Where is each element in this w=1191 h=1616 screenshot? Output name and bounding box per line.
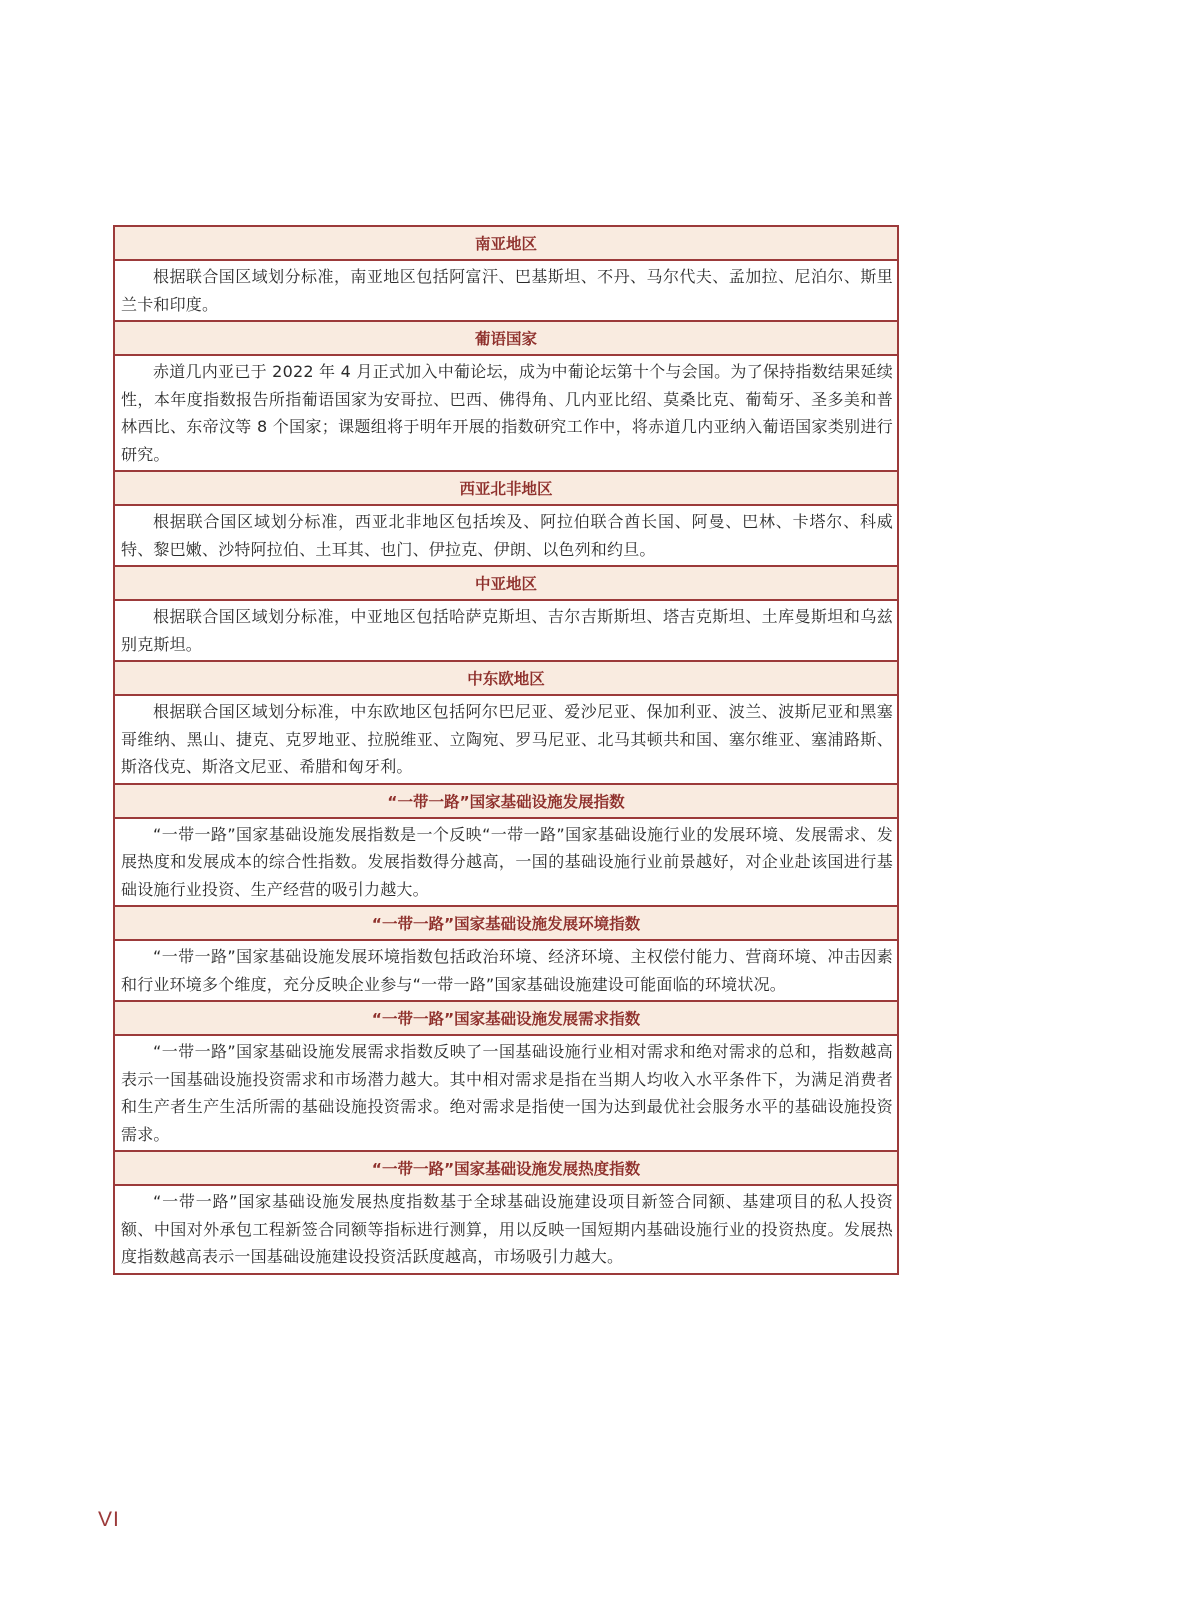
- section-demand-index: [115, 1000, 897, 1150]
- section-body: “一带一路”国家基础设施发展需求指数反映了一国基础设施行业相对需求和绝对需求的总和，指数越高表示一国基础设施投资需求和市场潜力越大。其中相对需求是指在当期人均收入水平条件下，为满足消费者和生产者生产生活所需的基础设施投资需求。绝对需求是指使一国为达到最优社会服务水平的基础设施投资需求。: [115, 1034, 897, 1150]
- section-environment-index: [115, 905, 897, 1000]
- page-number: VI: [98, 1508, 120, 1531]
- section-title: 中东欧地区: [115, 660, 897, 694]
- section-body: “一带一路”国家基础设施发展热度指数基于全球基础设施建设项目新签合同额、基建项目的私人投资额、中国对外承包工程新签合同额等指标进行测算，用以反映一国短期内基础设施行业的投资热度。发展热度指数越高表示一国基础设施建设投资活跃度越高，市场吸引力越大。: [115, 1184, 897, 1273]
- section-west-asia-north-africa: [115, 470, 897, 565]
- section-body: 根据联合国区域划分标准，西亚北非地区包括埃及、阿拉伯联合酋长国、阿曼、巴林、卡塔尔、科威特、黎巴嫩、沙特阿拉伯、土耳其、也门、伊拉克、伊朗、以色列和约旦。: [115, 504, 897, 565]
- section-body: 根据联合国区域划分标准，中东欧地区包括阿尔巴尼亚、爱沙尼亚、保加利亚、波兰、波斯尼亚和黑塞哥维纳、黑山、捷克、克罗地亚、拉脱维亚、立陶宛、罗马尼亚、北马其顿共和国、塞尔维亚、塞浦路斯、斯洛伐克、斯洛文尼亚、希腊和匈牙利。: [115, 694, 897, 783]
- section-title: “一带一路”国家基础设施发展需求指数: [115, 1000, 897, 1034]
- section-body: “一带一路”国家基础设施发展环境指数包括政治环境、经济环境、主权偿付能力、营商环境、冲击因素和行业环境多个维度，充分反映企业参与“一带一路”国家基础设施建设可能面临的环境状况。: [115, 939, 897, 1000]
- section-body: “一带一路”国家基础设施发展指数是一个反映“一带一路”国家基础设施行业的发展环境、发展需求、发展热度和发展成本的综合性指数。发展指数得分越高，一国的基础设施行业前景越好，对企业赴该国进行基础设施行业投资、生产经营的吸引力越大。: [115, 817, 897, 906]
- section-title: 葡语国家: [115, 320, 897, 354]
- section-title: 西亚北非地区: [115, 470, 897, 504]
- section-body: 根据联合国区域划分标准，中亚地区包括哈萨克斯坦、吉尔吉斯斯坦、塔吉克斯坦、土库曼斯坦和乌兹别克斯坦。: [115, 599, 897, 660]
- section-popularity-index: [115, 1150, 897, 1273]
- section-title: “一带一路”国家基础设施发展指数: [115, 783, 897, 817]
- section-development-index: [115, 783, 897, 906]
- section-body: 赤道几内亚已于 2022 年 4 月正式加入中葡论坛，成为中葡论坛第十个与会国。为了保持指数结果延续性，本年度指数报告所指葡语国家为安哥拉、巴西、佛得角、几内亚比绍、莫桑比克、葡萄牙、圣多美和普林西比、东帝汶等 8 个国家；课题组将于明年开展的指数研究工作中，将赤道几内亚纳入葡语国家类别进行研究。: [115, 354, 897, 470]
- section-central-asia: [115, 565, 897, 660]
- section-title: 南亚地区: [115, 227, 897, 259]
- section-title: “一带一路”国家基础设施发展环境指数: [115, 905, 897, 939]
- section-lusophone-countries: [115, 320, 897, 470]
- glossary-table: [113, 225, 899, 1275]
- section-central-eastern-europe: [115, 660, 897, 783]
- section-body: 根据联合国区域划分标准，南亚地区包括阿富汗、巴基斯坦、不丹、马尔代夫、孟加拉、尼泊尔、斯里兰卡和印度。: [115, 259, 897, 320]
- section-title: “一带一路”国家基础设施发展热度指数: [115, 1150, 897, 1184]
- section-title: 中亚地区: [115, 565, 897, 599]
- section-south-asia: [115, 227, 897, 320]
